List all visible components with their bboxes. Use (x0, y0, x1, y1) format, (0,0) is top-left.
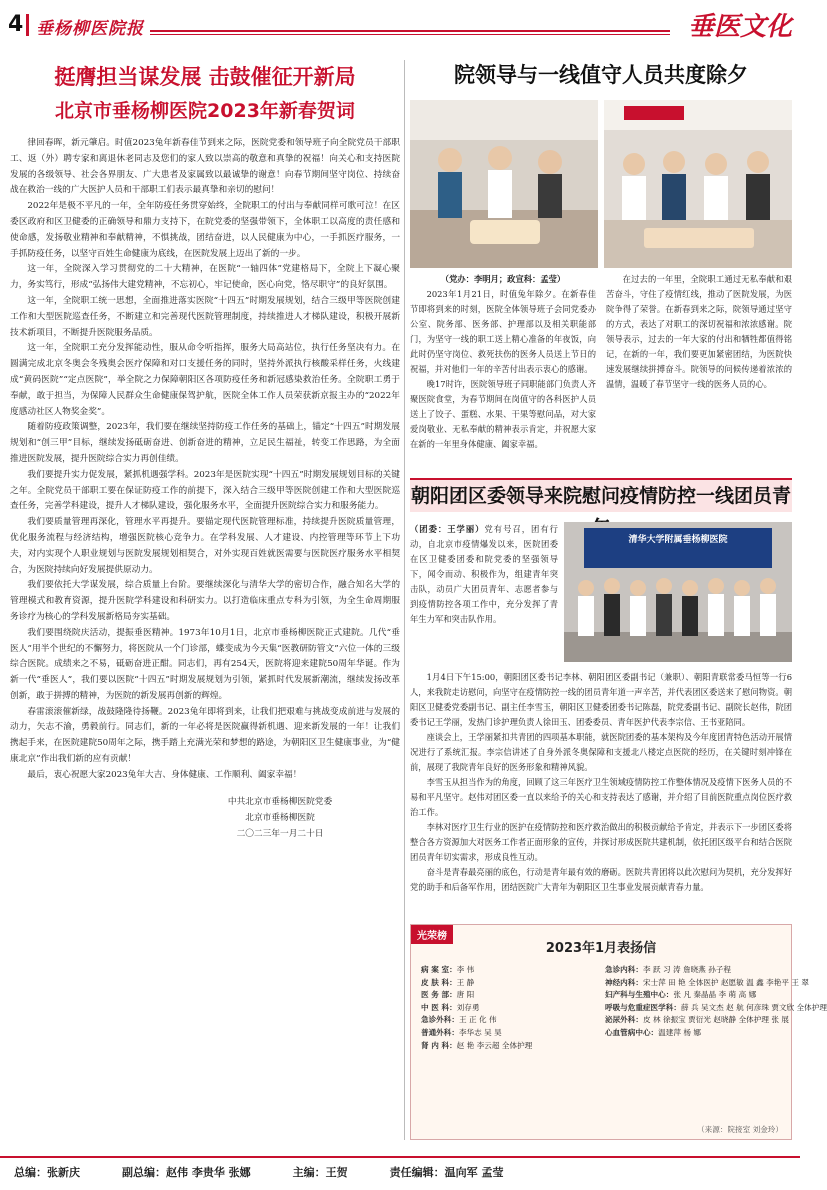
paragraph: 奋斗是青春最亮丽的底色，行动是青年最有效的磨砺。医院共青团将以此次慰问为契机，充分发挥好党的助手和后备军作用，团结医院广大青年为朝阳区卫生事业发展贡献青春力量。 (410, 867, 792, 892)
page-footer (0, 1156, 800, 1190)
paragraph: 李雪玉从担当作为的角度，回顾了这三年医疗卫生领域疫情防控工作整体情况及疫情下医务人员的不易和平凡坚守。赵伟对团区委一直以来给予的关心和支持表达了感谢，并介绍了目前医院重点岗位医疗救治工作。 (410, 777, 792, 817)
article2-headline-box (410, 478, 792, 512)
paragraph: 随着防疫政策调整，2023年，我们要在继续坚持防疫工作任务的基础上，锚定“十四五”时期发展规划和“创三甲”目标，继续发扬砥砺奋进、创新奋进的精神，立足民生福祉，转变工作思路，为全面推进医院发展，提升医院综合实力再创佳绩。 (10, 422, 400, 464)
page-number: 4 (8, 12, 24, 37)
paragraph: 2022年是极不平凡的一年，全年防疫任务贯穿始终，全院职工的付出与奉献同样可歌可泣！在区委区政府和区卫健委的正确领导和鼎力支持下，在院党委的坚强带领下，全体职工以高度的责任感和使命感，发扬敬业精神和奉献精神，不惧挑战，团结奋进，以人民健康为中心，一手抓医疗服务，一手抓防疫任务，以坚守百姓生命健康为底线，在医院发展上迈出了新的一步。 (10, 201, 400, 259)
honor-dept: 泌尿外科： (605, 1015, 643, 1025)
footer-responsible-editor: 责任编辑：温向军 孟莹 (389, 1166, 504, 1179)
honor-board (410, 924, 827, 1140)
masthead-rule-thin (150, 34, 670, 35)
honor-dept: 普通外科： (421, 1027, 459, 1037)
article1-headline: 院领导与一线值守人员共度除夕 (454, 63, 748, 87)
signature-org1: 中共北京市垂杨柳医院党委 (227, 796, 333, 807)
honor-entry (605, 1014, 789, 1027)
honor-names: 刘存勇 (456, 1002, 480, 1012)
article1-text (410, 272, 792, 452)
column-divider (404, 60, 405, 1140)
honor-entry (605, 989, 781, 1002)
honor-entry (421, 964, 597, 977)
honor-tag: 光荣榜 (411, 925, 453, 944)
article2-intro (410, 522, 558, 662)
honor-entry (421, 1002, 597, 1015)
honor-dept: 心血管病中心： (605, 1027, 659, 1037)
paragraph: 1月4日下午15:00，朝阳团区委书记李林、朝阳团区委副书记（兼职）、朝阳青联常委马恒等一行6人，来我院走访慰问，向坚守在疫情防控一线的团员青年道一声辛苦，并代表团区委送来了慰问物资。朝阳区卫健委党委副书记、副主任李雪玉，朝阳区卫健委团委书记陈磊，院党委副书记、副院长赵伟，院团委书记王学丽，发热门诊护理负责人徐田玉、团委委员、青年医护代表李宗信、王书亚陪同。 (410, 672, 792, 727)
footer-deputy-editor: 副总编：赵伟 李贵华 张娜 (122, 1166, 251, 1179)
honor-names: 赵 艳 李云超 全体护理 (456, 1040, 533, 1050)
honor-names: 张 凡 秦晶晶 李 萌 高 娜 (673, 990, 757, 1000)
article-youth-visit (410, 522, 792, 895)
signature-date: 二〇二三年一月二十日 (236, 828, 324, 839)
honor-dept: 皮 肤 科： (421, 977, 457, 987)
honor-names: 唐 阳 (456, 990, 475, 1000)
main-article-body (10, 136, 400, 784)
article2-byline: （团委：王学丽） (410, 524, 485, 534)
paragraph: 李林对医疗卫生行业的医护在疫情防控和医疗救治做出的积极贡献给予肯定，并表示下一步团区委将整合各方资源加大对医务工作者正面形象的宣传，并探讨形成医院共建机制，依托团区级平台和结合医院团员青年切实需求，形成良性互动。 (410, 822, 792, 862)
honor-right-column (605, 964, 827, 1052)
paragraph: 律回春晖，新元肇启。时值2023兔年新春佳节到来之际，医院党委和领导班子向全院党员干部职工、返（外）聘专家和离退休老同志及您们的家人致以崇高的敬意和真挚的祝福！向关心和支持医院发展的各级领导、社会各界朋友、广大患者及家属致以最诚挚的谢意！向春节期间坚守岗位、持续奋战在救治一线的广大医护人员和干部职工们表示最真挚和亲切的慰问！ (10, 138, 400, 196)
honor-dept: 妇产科与生殖中心： (605, 990, 674, 1000)
paragraph: 最后，衷心祝愿大家2023兔年大吉、身体健康、工作顺利、阖家幸福！ (27, 769, 302, 780)
signature (160, 794, 400, 842)
honor-dept: 急诊外科： (421, 1015, 459, 1025)
honor-list (411, 956, 827, 1052)
paragraph: 春雷滚滚催新绿，战鼓隆隆待扬鞭。2023兔年即将到来，让我们把艰难与挑战变成前进与发展的动力，矢志不渝，勇毅前行。同志们，新的一年必将是医院赢得新机遇、迎来新发展的一年！让我们携起手来，在医院建院50周年之际，携手踏上充满光荣和梦想的路途，为朝阳区卫生健康事业，为“健康北京”作出我们新的应有贡献！ (10, 706, 400, 765)
article2-top (410, 522, 792, 662)
masthead-bar (26, 14, 29, 36)
honor-names: 李 跃 习 涛 詹晓燕 孙子程 (642, 965, 731, 974)
article-new-year-eve (410, 60, 792, 452)
section-title: 垂医文化 (687, 12, 792, 42)
honor-names: 李华志 吴 昊 (458, 1027, 502, 1037)
honor-dept: 医 务 部： (421, 990, 457, 1000)
paragraph: 晚17时许，医院领导班子同职能部门负责人齐聚医院食堂，为春节期间在岗值守的各科医护人员送上了饺子、蛋糕、水果、干果等慰问品，对大家爱岗敬业、无私奉献的精神表示肯定，并祝愿大家在新的一年里身体健康、阖家幸福。 (410, 379, 596, 449)
honor-entry (421, 977, 597, 990)
photo-dinner-2 (604, 100, 792, 268)
honor-dept: 神经内科： (605, 977, 643, 987)
paragraph: 我们要提升实力促发展，紧抓机遇强学科。2023年是医院实现“十四五”时期发展规划目标的关键之年。全院党员干部职工要在保证防疫工作的前提下，深入结合三级甲等医院创建工作和大型医院巡查任务，完善学科建设，提升人才梯队建设，强化服务水平，全面提升医院综合实力和服务能力。 (10, 469, 400, 512)
footer-credits (0, 1158, 800, 1180)
footer-editor: 主编：王贺 (292, 1166, 348, 1179)
photo-banner-text: 清华大学附属垂杨柳医院 (628, 535, 728, 545)
article2-headline: 朝阳团区委领导来院慰问疫情防控一线团员青 (410, 485, 791, 507)
honor-title: 2023年1月表扬信 (545, 941, 657, 956)
article1-byline: （党办：李明月；政宣科：孟莹） (440, 274, 566, 284)
honor-entry (421, 1027, 597, 1040)
main-headline (10, 60, 400, 128)
honor-left-column (421, 964, 597, 1052)
honor-entry (605, 1027, 781, 1040)
paragraph: 这一年，全院深入学习贯彻党的二十大精神，在医院“一轴四体”党建格局下，全院上下凝心聚力，务实笃行，形成“弘扬伟大建党精神，不忘初心，牢记使命，医心向党，恪尽职守”的良好氛围。 (10, 264, 400, 291)
page-header (0, 0, 800, 46)
main-headline-line1: 挺膺担当谋发展 击鼓催征开新局 (54, 65, 356, 89)
article1-photos (410, 100, 792, 268)
article2-body (410, 670, 792, 895)
masthead-title: 垂杨柳医院报 (36, 19, 144, 39)
honor-entry (421, 989, 597, 1002)
honor-dept: 中 医 科： (421, 1002, 457, 1012)
signature-org2: 北京市垂杨柳医院 (245, 812, 315, 823)
paragraph: 我们要依托大学谋发展，综合质量上台阶。要继续深化与清华大学的密切合作，融合知名大学的管理模式和教育资源，提升医院学科建设和科研实力。以打造临床重点专科为引领，为全生命周期服务诊疗为核心的学科发展新格局夯实基础。 (10, 580, 400, 622)
honor-entry (605, 964, 781, 977)
honor-dept: 肾 内 科： (421, 1040, 457, 1050)
honor-entry (605, 977, 809, 990)
article1-col1 (410, 272, 596, 452)
honor-names: 王 正 化 伟 (458, 1015, 497, 1025)
paragraph: 这一年，全院职工充分发挥能动性，服从命令听指挥，服务大局高站位，执行任务坚决有力。在圆满完成北京冬奥会冬残奥会医疗保障和对口支援任务的同时，坚持外派执行核酸采样任务，火线建成“黄码医院”“定点医院”，举全院之力保障朝阳区各项防疫任务和新冠感染救治任务。全院职工勇于奉献，敢于担当，为保障人民群众生命健康保驾护航，医院全体工作人员荣获新京报主办的“2022年度感动社区人物奖金奖”。 (10, 343, 400, 417)
article1-col2 (606, 272, 792, 452)
footer-chief-editor: 总编：张新庆 (14, 1166, 80, 1179)
honor-dept: 病 案 室： (421, 965, 457, 974)
photo-group (564, 522, 792, 662)
honor-names: 温建萍 杨 娜 (658, 1027, 701, 1037)
paragraph: 我们要质量管理再深化，管理水平再提升。要锚定现代医院管理标准，持续提升医院质量管理，优化服务流程与经济结构，增强医院核心竞争力。在学科发展、人才建设、内控管理等环节上下功夫，对内实现个人职业规划与医院发展规划相契合，对外实现百姓就医需要与医院医疗服务水平相契合，为医院持续向好发展提供原动力。 (10, 517, 400, 575)
article2-intro-text: 党有号召，团有行动，自北京市疫情爆发以来，医院团委在区卫健委团委和院党委的坚强领导下，闻令而动、积极作为，组建青年突击队，动员广大团员青年、志愿者参与到疫情防控各项工作中，充分发挥了青年生力军和突击队作用。 (410, 524, 558, 624)
honor-names: 宋士萍 田 艳 全体医护 赵愿敏 温 鑫 李艳平 王 翠 (642, 977, 809, 987)
honor-names: 王 静 (456, 977, 475, 987)
honor-names: 李 伟 (456, 965, 475, 974)
honor-entry (605, 1002, 827, 1015)
paragraph: 这一年，全院职工统一思想，全面推进落实医院“十四五”时期发展规划，结合三级甲等医院创建工作和大型医院巡查任务，不断建立和完善现代医院管理制度，持续推进人才梯队建设，积极开展新技术新项目，不断提升医院服务品质。 (10, 295, 400, 338)
paragraph: 我们要围绕院庆活动，提振垂医精神。1973年10月1日，北京市垂杨柳医院正式建院。几代“垂医人”用半个世纪的不懈努力，将医院从一个门诊部，蝶变成为今天集“医教研防管文”六位一体的三级综合医院。成绩来之不易，砥砺奋进正酣。同志们，再有254天，医院将迎来建院50周年华诞。作为新一代“垂医人”，我们要以医院“十四五”时期发展规划为引领，紧抓时代发展新潮流，继续发扬改革创新，敢于拼搏的精神，为医院的新发展再创新的辉煌。 (10, 627, 400, 701)
honor-names: 薛 兵 吴文杰 赵 航 何彦珠 贾文欣 全体护理 (680, 1002, 827, 1012)
honor-names: 皮 林 徐振宝 贾衍光 赵晓静 全体护理 张 展 (642, 1015, 789, 1025)
honor-entry (421, 1014, 597, 1027)
honor-dept: 急诊内科： (605, 965, 643, 974)
paragraph: 座谈会上，王学丽紧扣共青团的四项基本职能，就医院团委的基本架构及今年度团青特色活动开展情况进行了系统汇报。李宗信讲述了自身外派冬奥保障和支援北八楼定点医院的经历，在关键时刻冲锋在前，展现了我院青年良好的医务形象和精神风貌。 (410, 732, 792, 772)
main-article (10, 60, 400, 842)
honor-dept: 呼吸与危重症医学科： (605, 1002, 681, 1012)
paragraph: 2023年1月21日，时值兔年除夕。在新春佳节即将到来的时刻，医院全体领导班子会同党委办公室、院务部、医务部、护理部以及相关职能部门，为坚守一线的职工送上精心准备的年夜饭，向此时仍坚守岗位、救死扶伤的医务人员送上节日的祝福，并对他们一年的辛苦付出表示衷心的感谢。 (410, 289, 596, 374)
masthead-rule (150, 30, 670, 32)
honor-source: （来源：院接室 刘金玲） (697, 1125, 783, 1134)
main-headline-line2: 北京市垂杨柳医院2023年新春贺词 (55, 100, 355, 122)
photo-dinner-1 (410, 100, 598, 268)
honor-entry (421, 1040, 597, 1053)
paragraph: 在过去的一年里，全院职工通过无私奉献和艰苦奋斗，守住了疫情红线，推动了医院发展，为医院争得了荣誉。在新春到来之际，院领导通过坚守的方式，表达了对职工的深切祝福和浓浓感谢。院领导表示，过去的一年大家的付出和牺牲都值得铭记，在新的一年，我们要更加紧密团结，为医院快速发展继续拼搏奋斗。院领导的问候传递着浓浓的温情，温暖了春节坚守一线的医务人员的心。 (606, 274, 792, 389)
